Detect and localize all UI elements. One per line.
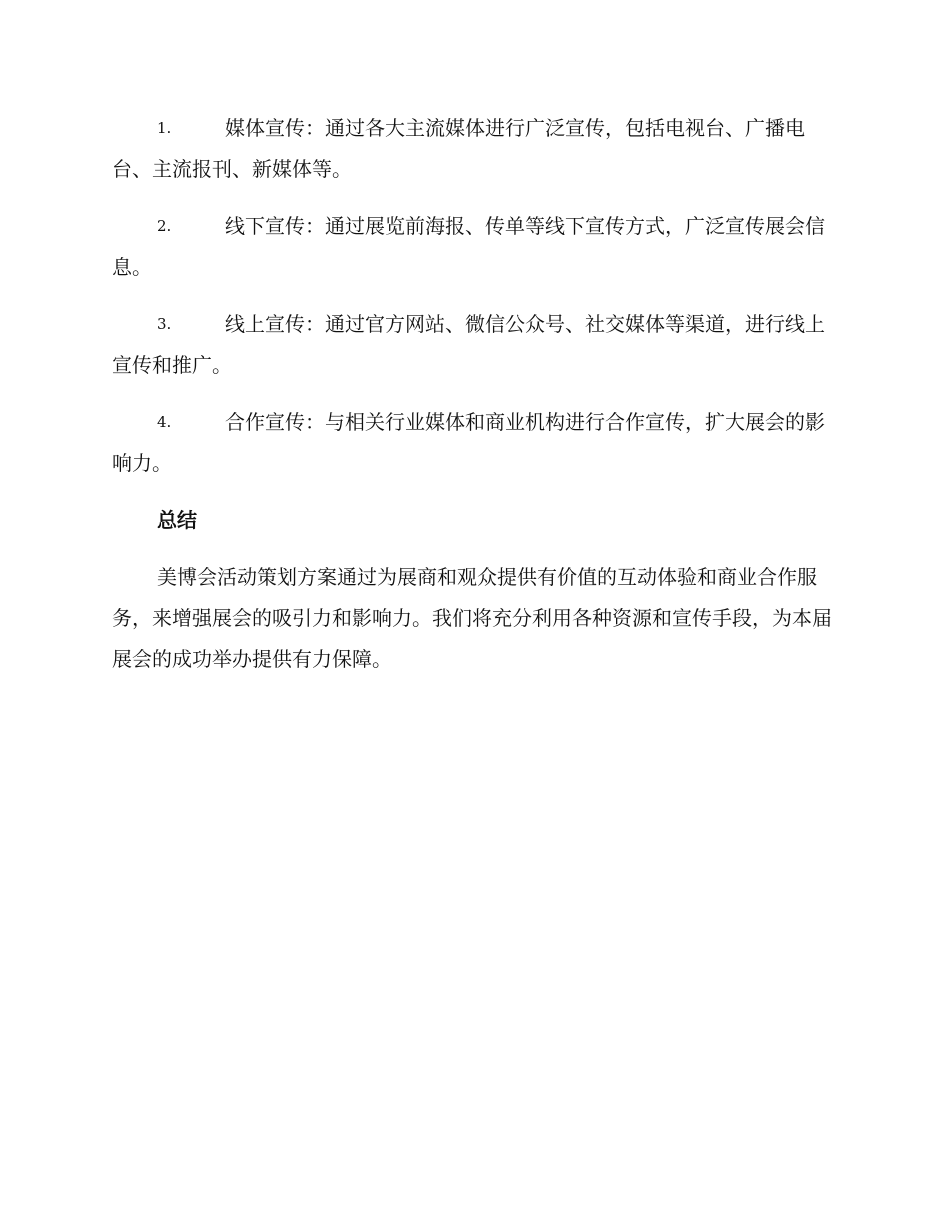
list-item-online	[112, 304, 834, 386]
list-number: 4.	[157, 413, 172, 431]
list-item-text: 线下宣传：通过展览前海报、传单等线下宣传方式，广泛宣传展会信息。	[112, 214, 825, 279]
list-number: 1.	[157, 119, 172, 137]
document-page	[112, 108, 834, 680]
list-number: 2.	[157, 217, 172, 235]
list-item-text: 媒体宣传：通过各大主流媒体进行广泛宣传，包括电视台、广播电台、主流报刊、新媒体等。	[112, 116, 805, 181]
list-item-media	[112, 108, 834, 190]
list-number: 3.	[157, 315, 172, 333]
summary-heading: 总结	[157, 508, 197, 532]
list-item-cooperation	[112, 402, 834, 484]
list-item-text: 线上宣传：通过官方网站、微信公众号、社交媒体等渠道，进行线上宣传和推广。	[112, 312, 825, 377]
list-item-text: 合作宣传：与相关行业媒体和商业机构进行合作宣传，扩大展会的影响力。	[112, 410, 825, 475]
summary-paragraph: 美博会活动策划方案通过为展商和观众提供有价值的互动体验和商业合作服务，来增强展会的吸引力和影响力。我们将充分利用各种资源和宣传手段，为本届展会的成功举办提供有力保障。	[112, 565, 832, 671]
list-item-offline	[112, 206, 834, 288]
